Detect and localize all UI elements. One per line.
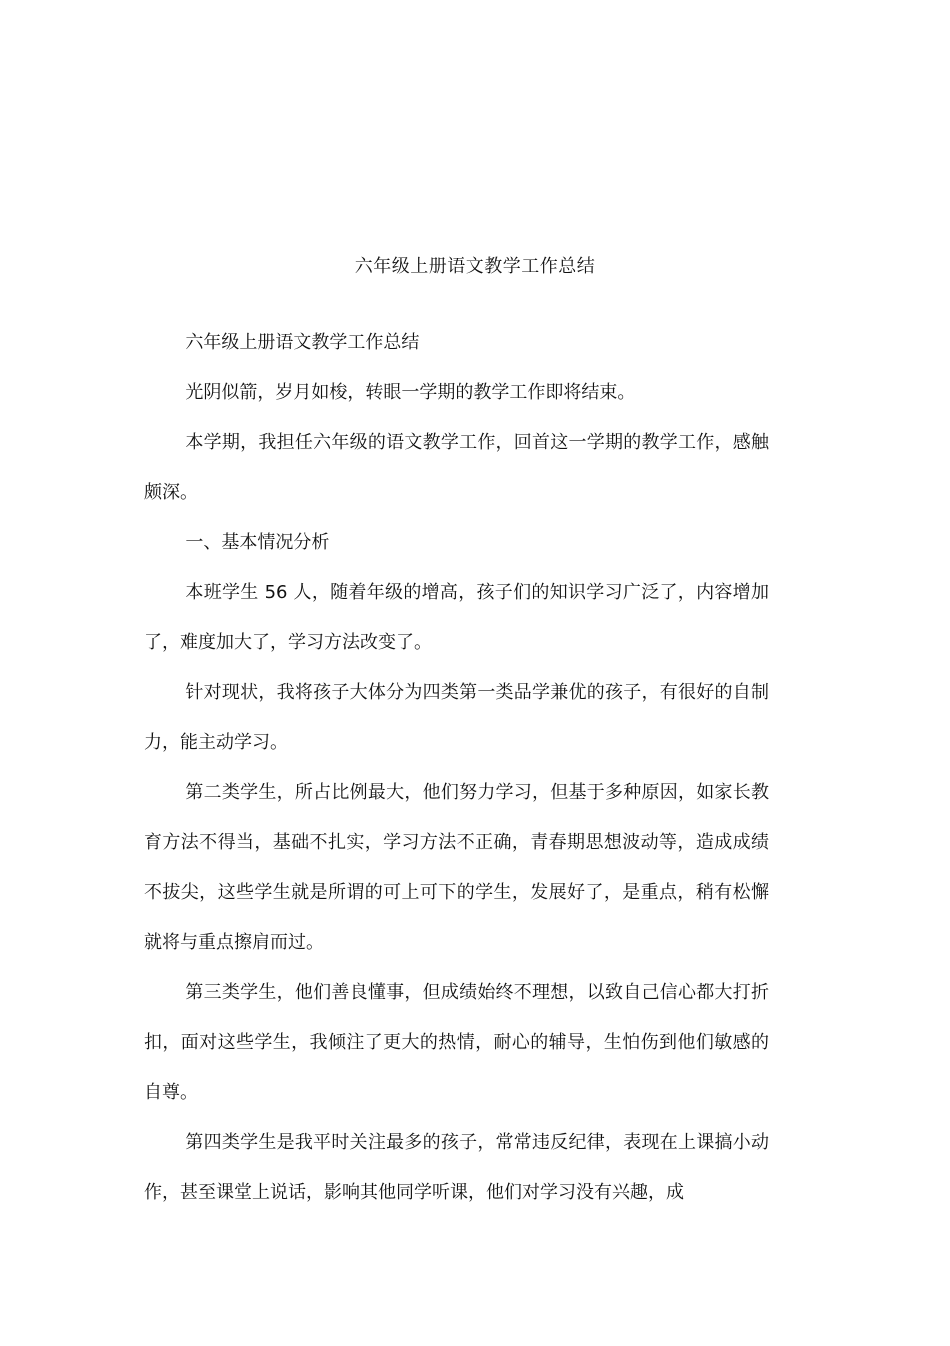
paragraph-role: 本学期，我担任六年级的语文教学工作，回首这一学期的教学工作，感触颇深。 [144,432,769,503]
document-body [144,318,769,1218]
paragraph-category-two: 第二类学生，所占比例最大，他们努力学习，但基于多种原因，如家长教育方法不得当，基础不扎实，学习方法不正确，青春期思想波动等，造成成绩不拔尖，这些学生就是所谓的可上可下的学生，发展好了，是重点，稍有松懈就将与重点擦肩而过。 [144,782,769,953]
paragraph-category-one: 针对现状，我将孩子大体分为四类第一类品学兼优的孩子，有很好的自制力，能主动学习。 [144,682,769,753]
paragraph-category-three: 第三类学生，他们善良懂事，但成绩始终不理想，以致自己信心都大打折扣，面对这些学生，我倾注了更大的热情，耐心的辅导，生怕伤到他们敏感的自尊。 [144,982,769,1103]
document-title: 六年级上册语文教学工作总结 [354,256,596,277]
paragraph-category-four: 第四类学生是我平时关注最多的孩子，常常违反纪律，表现在上课搞小动作，甚至课堂上说话，影响其他同学听课，他们对学习没有兴趣，成 [144,1132,769,1203]
paragraph-class-overview: 本班学生 56 人，随着年级的增高，孩子们的知识学习广泛了，内容增加了，难度加大了，学习方法改变了。 [144,582,769,653]
paragraph-intro: 光阴似箭，岁月如梭，转眼一学期的教学工作即将结束。 [185,382,636,403]
paragraph-heading: 六年级上册语文教学工作总结 [185,332,420,353]
section-heading-basic-analysis: 一、基本情况分析 [185,532,330,553]
